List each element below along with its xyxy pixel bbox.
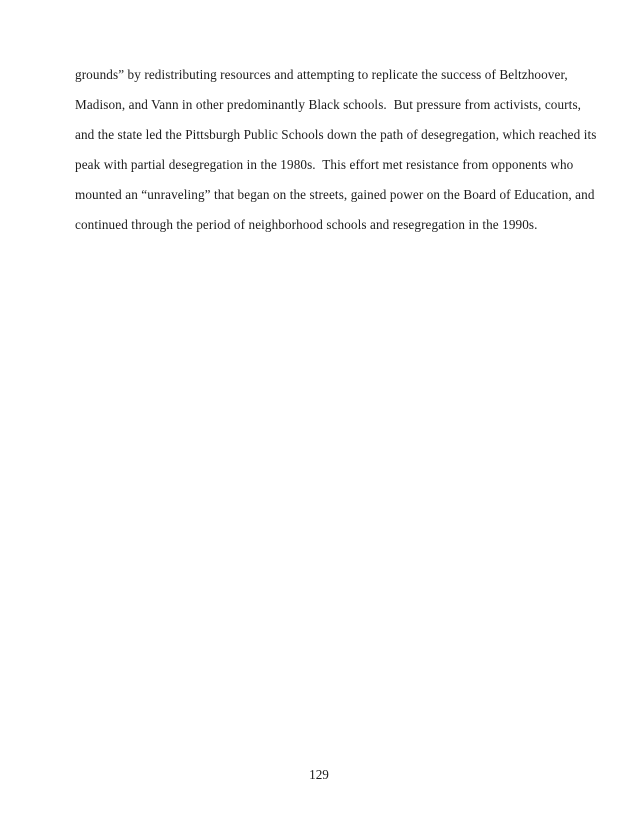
paragraph-line-5: mounted an “unraveling” that began on the streets, gained power on the Board of Education, and — [75, 187, 595, 202]
paragraph-line-1: grounds” by redistributing resources and attempting to replicate the success of Beltzhoover, — [75, 67, 568, 82]
paragraph-line-6: continued through the period of neighborhood schools and resegregation in the 1990s. — [75, 217, 538, 232]
paragraph-line-4: peak with partial desegregation in the 1980s. This effort met resistance from opponents who — [75, 157, 574, 172]
body-paragraph — [75, 60, 597, 240]
paragraph-line-2: Madison, and Vann in other predominantly Black schools. But pressure from activists, courts, — [75, 97, 582, 112]
paragraph-line-3: and the state led the Pittsburgh Public Schools down the path of desegregation, which reached its — [75, 127, 597, 142]
page-number: 129 — [309, 767, 329, 782]
